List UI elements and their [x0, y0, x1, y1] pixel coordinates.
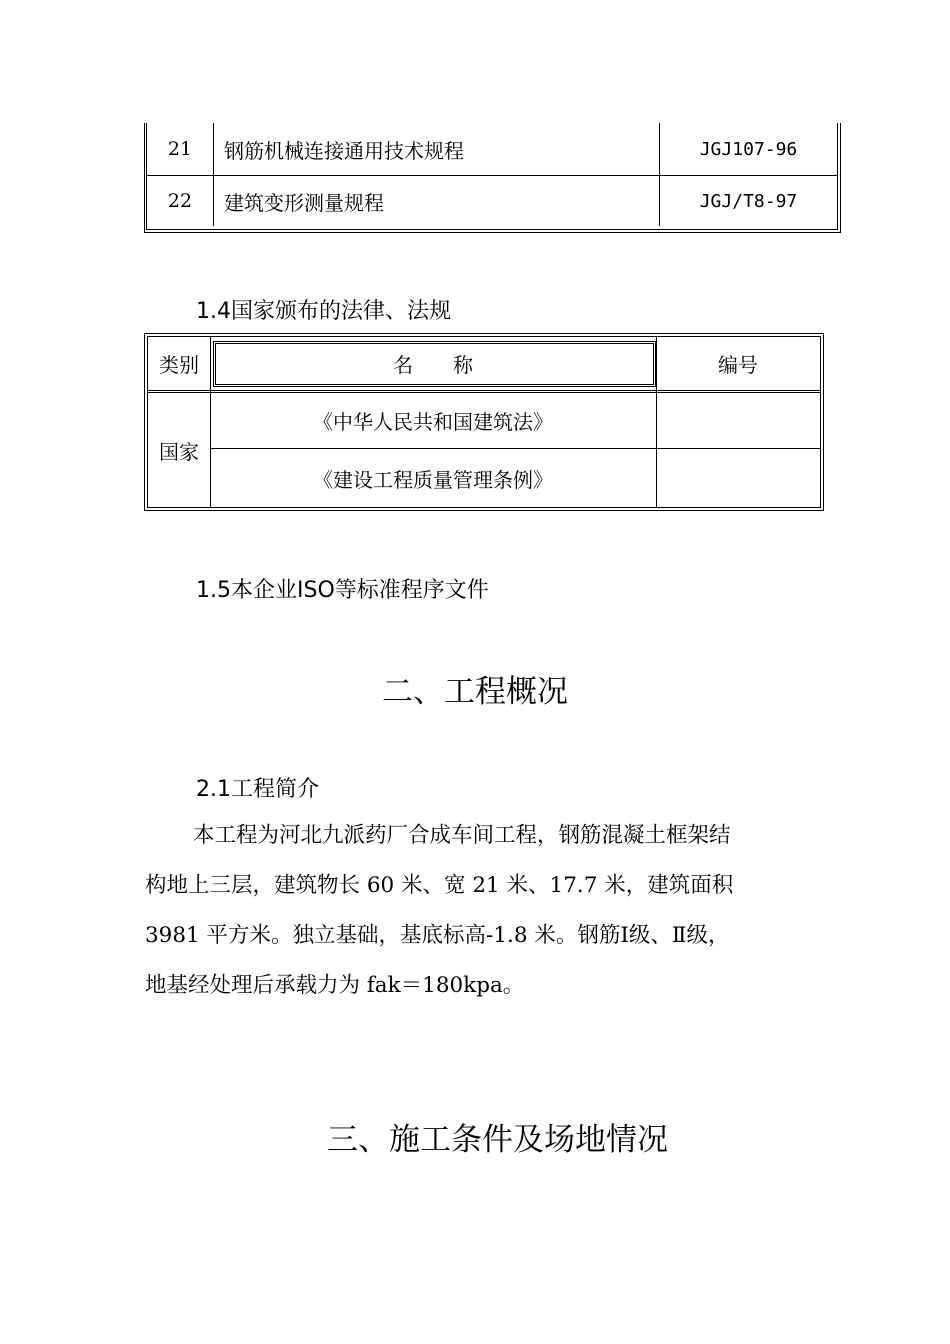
laws-table	[144, 333, 824, 511]
header-category: 类别	[159, 353, 199, 377]
paragraph-line: 地基经处理后承载力为 fak＝180kpa。	[145, 973, 525, 998]
header-code: 编号	[718, 353, 758, 377]
paragraph-line: 构地上三层，建筑物长 60 米、宽 21 米、17.7 米，建筑面积	[145, 873, 734, 898]
standard-code: JGJ107-96	[699, 138, 798, 160]
header-name: 名 称	[393, 353, 473, 377]
section-1-4-heading: 1.4国家颁布的法律、法规	[196, 299, 451, 324]
law-name: 《建设工程质量管理条例》	[313, 467, 553, 492]
table-row	[147, 123, 837, 176]
law-code	[656, 449, 820, 507]
law-name: 《中华人民共和国建筑法》	[313, 410, 553, 434]
standard-code: JGJ/T8-97	[699, 190, 798, 212]
standard-name: 建筑变形测量规程	[224, 190, 384, 215]
standard-name: 钢筋机械连接通用技术规程	[224, 138, 464, 163]
section-1-5-heading: 1.5本企业ISO等标准程序文件	[196, 578, 489, 603]
chapter-3-heading: 三、施工条件及场地情况	[327, 1122, 668, 1158]
table-row	[147, 176, 837, 226]
paragraph-line: 本工程为河北九派药厂合成车间工程，钢筋混凝土框架结	[193, 823, 731, 848]
section-2-1-heading: 2.1工程简介	[196, 777, 319, 802]
standards-table	[144, 123, 841, 233]
row-number: 22	[167, 190, 193, 212]
paragraph-line: 3981 平方米。独立基础，基底标高-1.8 米。钢筋Ⅰ级、Ⅱ级，	[145, 923, 730, 948]
category-cell: 国家	[159, 439, 199, 464]
law-code	[656, 393, 820, 448]
chapter-2-heading: 二、工程概况	[382, 674, 568, 710]
row-number: 21	[167, 138, 193, 160]
